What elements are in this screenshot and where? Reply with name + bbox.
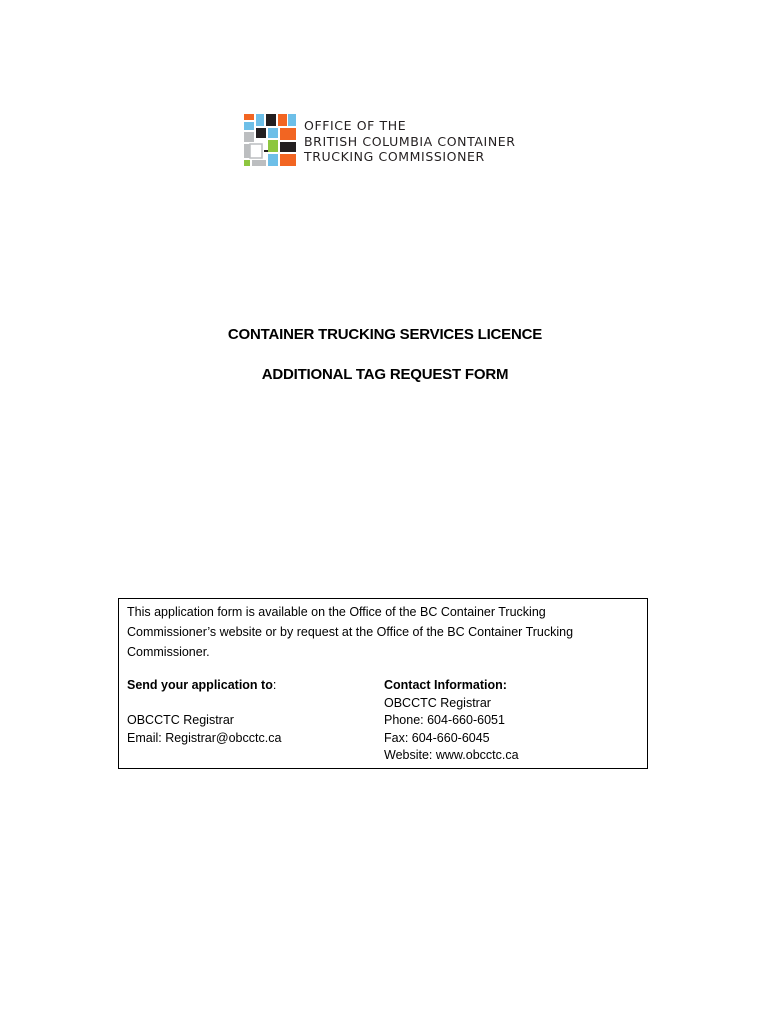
logo-line-2: BRITISH COLUMBIA CONTAINER [304, 133, 516, 149]
logo-wordmark [304, 118, 516, 165]
intro-line-1: This application form is available on the Office of the BC Container Trucking [127, 605, 546, 619]
send-heading-row [127, 677, 367, 695]
obcctc-logo-mark-icon [244, 114, 296, 166]
send-heading: Send your application to [127, 678, 273, 692]
info-box [118, 598, 648, 769]
send-email: Email: Registrar@obcctc.ca [127, 730, 282, 745]
intro-line-3: Commissioner. [127, 645, 210, 659]
obcctc-logo [244, 114, 544, 168]
contact-phone: Phone: 604-660-6051 [384, 713, 505, 727]
intro-line-2: Commissioner’s website or by request at the Office of the BC Container Trucking [127, 625, 574, 639]
logo-line-1: OFFICE OF THE [304, 118, 407, 133]
contact-name: OBCCTC Registrar [384, 695, 491, 710]
send-application-section [127, 677, 367, 747]
contact-fax: Fax: 604-660-6045 [384, 730, 490, 745]
intro-paragraph [127, 602, 627, 662]
contact-information-section [384, 677, 634, 765]
send-name: OBCCTC Registrar [127, 713, 234, 727]
send-heading-colon: : [272, 678, 277, 692]
document-title: CONTAINER TRUCKING SERVICES LICENCE [227, 326, 543, 343]
contact-website: Website: www.obcctc.ca [384, 748, 519, 762]
contact-heading: Contact Information: [384, 678, 507, 692]
document-subtitle: ADDITIONAL TAG REQUEST FORM [261, 366, 509, 383]
logo-line-3: TRUCKING COMMISSIONER [304, 149, 485, 164]
spacer [127, 695, 367, 713]
